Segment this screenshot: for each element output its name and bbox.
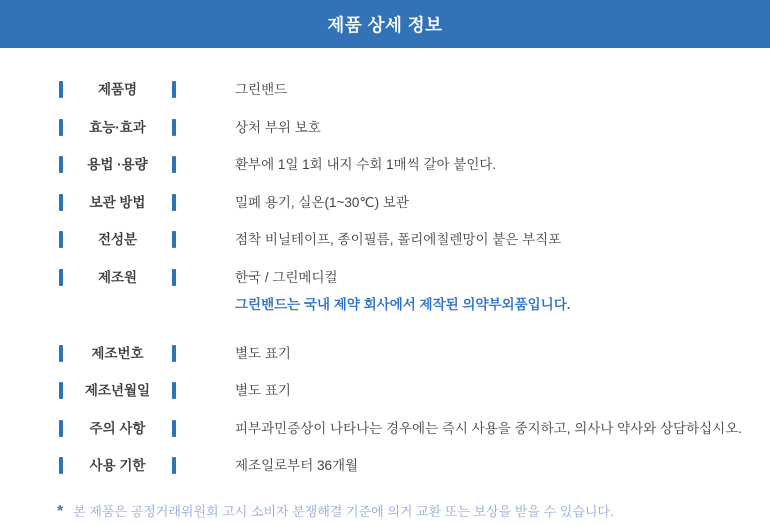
row-label: 용법 ·용량 (87, 157, 148, 172)
detail-row (59, 81, 750, 98)
row-value: 별도 표기 (235, 383, 291, 398)
row-value-group (235, 119, 750, 136)
row-accent-bar-right (172, 81, 176, 98)
asterisk-marker: * (57, 502, 64, 520)
row-label: 제조번호 (91, 345, 144, 361)
row-accent-bar-right (172, 382, 176, 399)
row-value-group (235, 420, 750, 437)
row-value-group (235, 156, 750, 173)
row-accent-bar-right (172, 194, 176, 211)
row-value: 피부과민증상이 나타나는 경우에는 즉시 사용을 중지하고, 의사나 약사와 상담하십시오. (235, 420, 742, 436)
row-note: 그린밴드는 국내 제약 회사에서 제작된 의약부외품입니다. (235, 296, 571, 312)
row-label: 제조원 (97, 269, 138, 285)
row-value: 한국 / 그린메디컬 (235, 269, 338, 285)
row-value-group (235, 231, 750, 248)
detail-row (59, 420, 750, 437)
row-value: 상처 부위 보호 (235, 119, 321, 135)
row-accent-bar-right (172, 156, 176, 173)
detail-table (0, 48, 770, 474)
row-value: 점착 비닐테이프, 종이필름, 폴리에칠렌망이 붙은 부직포 (235, 232, 562, 247)
detail-row (59, 156, 750, 173)
detail-row (59, 269, 750, 313)
row-label: 보관 방법 (89, 194, 146, 210)
row-accent-bar-right (172, 420, 176, 437)
row-label: 사용 기한 (89, 458, 146, 473)
footer-note (0, 495, 770, 520)
detail-row (59, 231, 750, 248)
row-value: 별도 표기 (235, 345, 291, 361)
footer-note-text: 본 제품은 공정거래위원회 고시 소비자 분쟁해결 기준에 의거 교환 또는 보상을 받을 수 있습니다. (73, 503, 614, 519)
row-accent-bar-right (172, 269, 176, 286)
row-label: 주의 사항 (89, 420, 146, 436)
row-label: 효능·효과 (89, 119, 146, 135)
row-value-group (235, 194, 750, 211)
row-value: 밀폐 용기, 실온(1~30℃) 보관 (235, 194, 409, 210)
row-accent-bar-right (172, 457, 176, 474)
panel-header (0, 0, 770, 48)
detail-row (59, 119, 750, 136)
row-value: 제조일로부터 36개월 (235, 458, 359, 473)
row-accent-bar-right (172, 231, 176, 248)
row-value: 그린밴드 (235, 82, 288, 97)
row-value: 환부에 1일 1회 내지 수회 1매씩 갈아 붙인다. (235, 157, 497, 172)
row-value-group (235, 457, 750, 474)
row-value-group (235, 269, 750, 313)
row-value-group (235, 345, 750, 362)
detail-row (59, 345, 750, 362)
row-label: 제품명 (97, 82, 138, 97)
row-label: 전성분 (97, 232, 138, 247)
row-label: 제조년월일 (84, 383, 151, 398)
row-value-group (235, 81, 750, 98)
detail-row (59, 457, 750, 474)
panel-title: 제품 상세 정보 (327, 14, 443, 35)
detail-row (59, 194, 750, 211)
row-value-group (235, 382, 750, 399)
detail-row (59, 382, 750, 399)
row-accent-bar-right (172, 345, 176, 362)
row-accent-bar-right (172, 119, 176, 136)
